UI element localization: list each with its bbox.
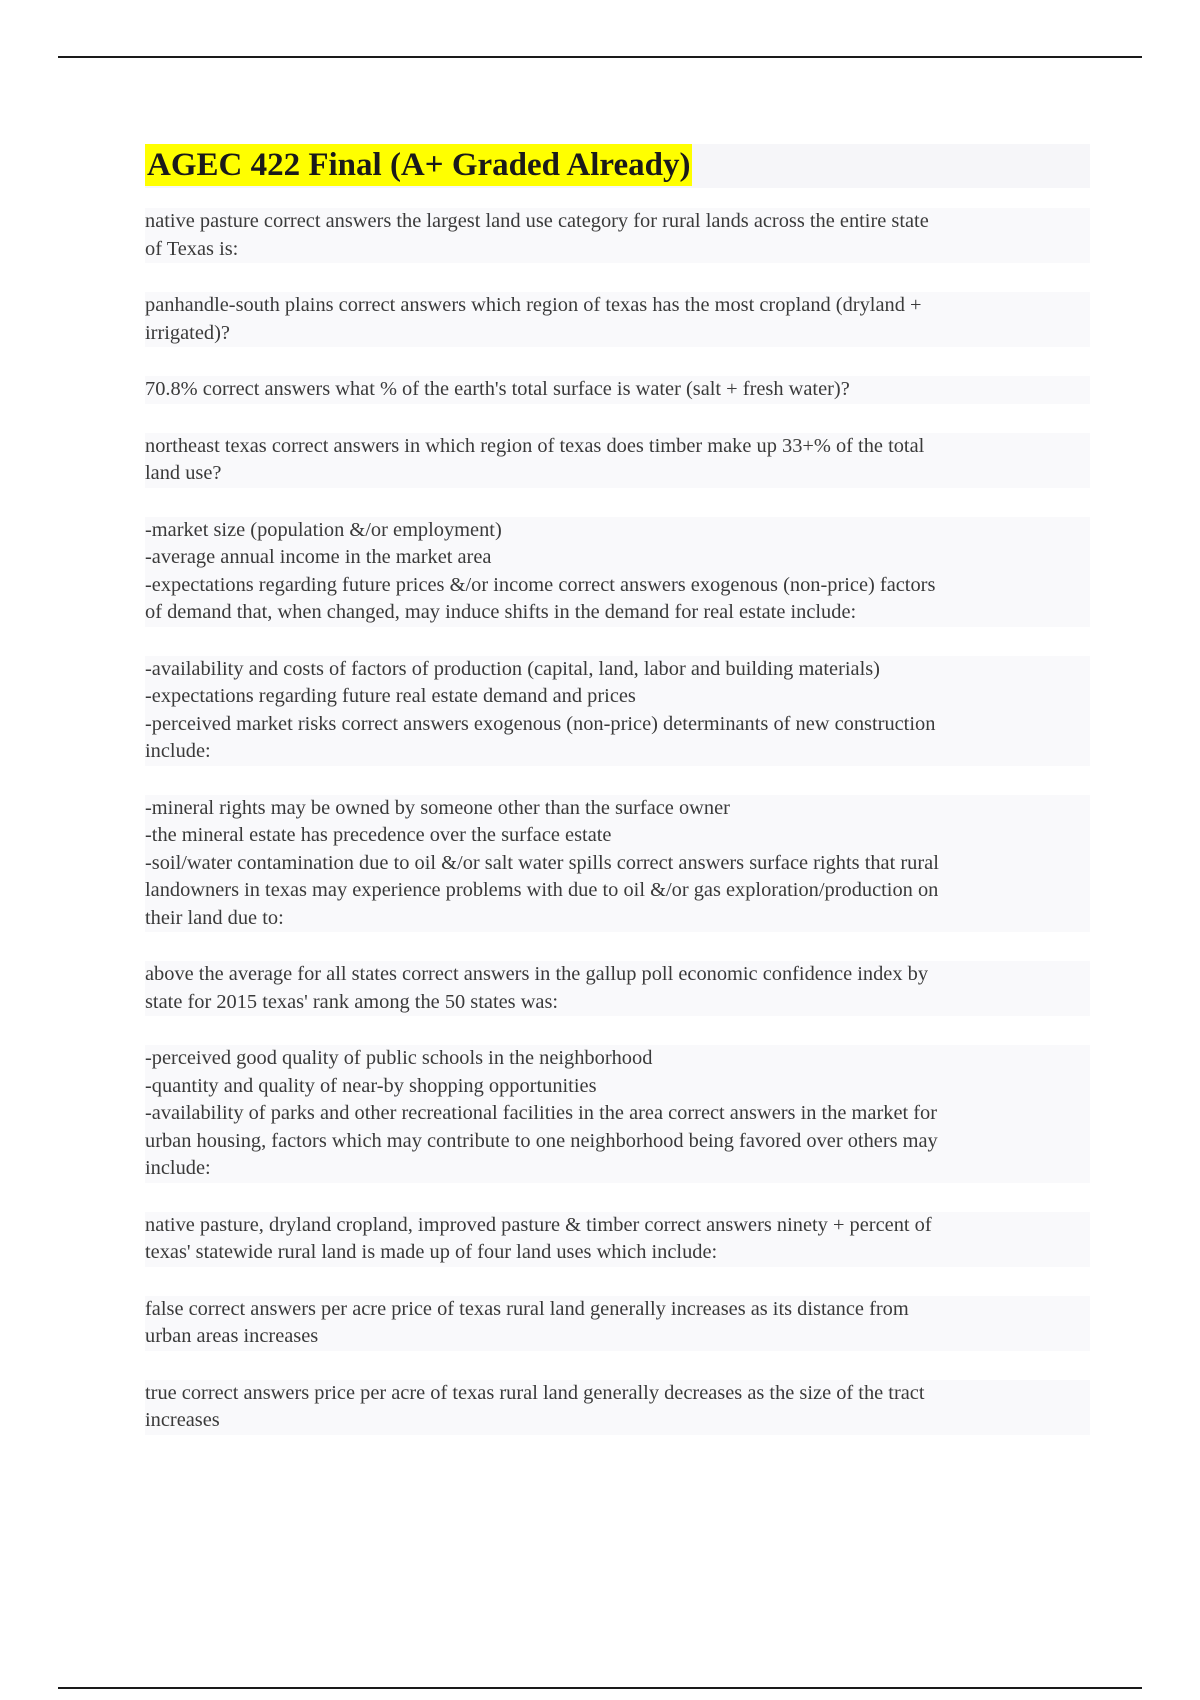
qa-entry-line: of Texas is: xyxy=(145,237,239,260)
qa-entry-line: include: xyxy=(145,740,211,762)
qa-entry-line: -the mineral estate has precedence over the surface estate xyxy=(145,824,612,846)
document-title: AGEC 422 Final (A+ Graded Already) xyxy=(145,144,692,186)
qa-entry xyxy=(145,1380,1090,1435)
top-divider xyxy=(58,56,1142,58)
qa-entry-line: -quantity and quality of near-by shopping opportunities xyxy=(145,1074,597,1097)
qa-entry-line: northeast texas correct answers in which region of texas does timber make up 33+% of the total xyxy=(145,434,925,457)
qa-entry-line: urban housing, factors which may contribute to one neighborhood being favored over others may xyxy=(145,1129,938,1152)
qa-entry xyxy=(145,1045,1090,1183)
bottom-divider xyxy=(58,1687,1142,1689)
qa-entry-line: native pasture correct answers the largest land use category for rural lands across the entire state xyxy=(145,210,929,232)
document-page xyxy=(145,144,1090,1464)
qa-entry xyxy=(145,795,1090,933)
qa-entry-line: true correct answers price per acre of texas rural land generally decreases as the size of the tract xyxy=(145,1381,925,1404)
qa-entry-line: native pasture, dryland cropland, improved pasture & timber correct answers ninety + percent of xyxy=(145,1213,932,1236)
qa-entry-line: include: xyxy=(145,1157,211,1179)
qa-entry xyxy=(145,376,1090,404)
qa-entry-line: -expectations regarding future prices &/or income correct answers exogenous (non-price) factors xyxy=(145,573,936,596)
qa-entry-line: -availability of parks and other recreational facilities in the area correct answers in the market for xyxy=(145,1102,938,1124)
qa-entry xyxy=(145,1296,1090,1351)
qa-entry-line: 70.8% correct answers what % of the earth's total surface is water (salt + fresh water)? xyxy=(145,378,850,400)
qa-list xyxy=(145,208,1090,1435)
qa-entry-line: -soil/water contamination due to oil &/or salt water spills correct answers surface rights that rural xyxy=(145,851,939,874)
qa-entry-line: -average annual income in the market area xyxy=(145,546,492,568)
qa-entry-line: -market size (population &/or employment) xyxy=(145,518,502,541)
qa-entry-line: -expectations regarding future real estate demand and prices xyxy=(145,685,636,707)
qa-entry-line: false correct answers per acre price of texas rural land generally increases as its distance from xyxy=(145,1297,909,1320)
qa-entry-line: -mineral rights may be owned by someone other than the surface owner xyxy=(145,796,730,819)
qa-entry xyxy=(145,656,1090,766)
qa-entry xyxy=(145,433,1090,488)
qa-entry-line: landowners in texas may experience problems with due to oil &/or gas exploration/production on xyxy=(145,879,939,901)
qa-entry-line: -perceived market risks correct answers exogenous (non-price) determinants of new construction xyxy=(145,712,936,735)
qa-entry xyxy=(145,1212,1090,1267)
qa-entry-line: increases xyxy=(145,1409,220,1431)
qa-entry-line: texas' statewide rural land is made up of four land uses which include: xyxy=(145,1241,718,1263)
qa-entry xyxy=(145,961,1090,1016)
qa-entry-line: state for 2015 texas' rank among the 50 states was: xyxy=(145,990,559,1013)
qa-entry-line: above the average for all states correct answers in the gallup poll economic confidence index by xyxy=(145,963,929,985)
qa-entry-line: -availability and costs of factors of production (capital, land, labor and building materials) xyxy=(145,657,880,680)
qa-entry-line: -perceived good quality of public schools in the neighborhood xyxy=(145,1047,653,1069)
qa-entry xyxy=(145,292,1090,347)
qa-entry-line: urban areas increases xyxy=(145,1325,319,1347)
qa-entry-line: their land due to: xyxy=(145,906,284,929)
qa-entry-line: irrigated)? xyxy=(145,321,230,344)
qa-entry xyxy=(145,517,1090,627)
title-bar xyxy=(145,144,1090,188)
qa-entry-line: land use? xyxy=(145,462,222,484)
qa-entry-line: of demand that, when changed, may induce shifts in the demand for real estate include: xyxy=(145,601,857,623)
qa-entry-line: panhandle-south plains correct answers which region of texas has the most cropland (dryland + xyxy=(145,294,922,316)
qa-entry xyxy=(145,208,1090,263)
